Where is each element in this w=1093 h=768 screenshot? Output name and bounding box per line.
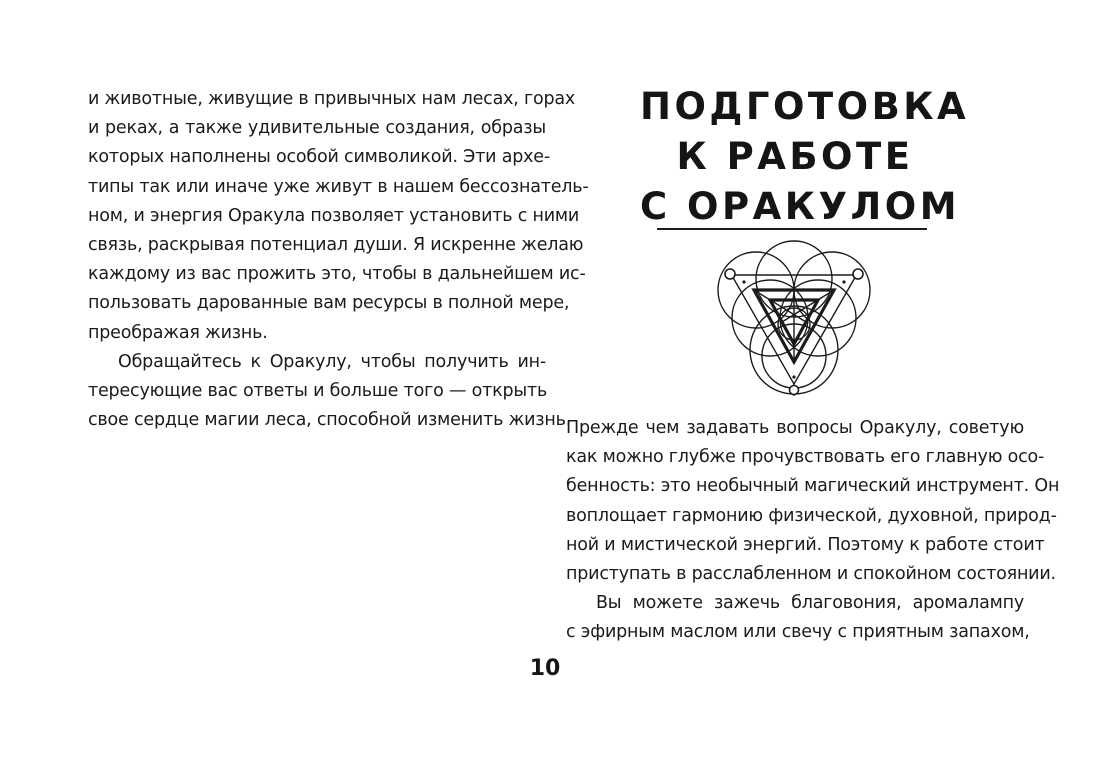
paragraph-line: типы так или иначе уже живут в нашем бессознатель- [88,176,589,197]
sacred-geometry-emblem-icon [714,238,874,404]
paragraph-line: ной и мистической энергий. Поэтому к работе стоит [566,534,1045,555]
chapter-title-line: С ОРАКУЛОМ [640,185,961,228]
paragraph-line: свое сердце магии леса, способной изменить жизнь. [88,410,572,431]
chapter-title-line: ПОДГОТОВКА [640,85,970,128]
paragraph-line: тересующие вас ответы и больше того — открыть [88,381,548,402]
chapter-title [640,82,970,232]
page-number: 10 [529,656,561,681]
paragraph-line: приступать в расслабленном и спокойном состоянии. [566,564,1056,585]
paragraph-line: с эфирным маслом или свечу с приятным запахом, [566,622,1030,643]
title-underline-divider [657,228,927,230]
paragraph-line: которых наполнены особой символикой. Эти архе- [88,147,550,168]
paragraph-line: как можно глубже прочувствовать его главную осо- [566,447,1045,468]
paragraph-line: ном, и энергия Оракула позволяет установить с ними [88,205,580,226]
paragraph-line: Обращайтесь к Оракулу, чтобы получить ин- [118,351,546,372]
paragraph-line: Прежде чем задавать вопросы Оракулу, советую [566,418,1024,438]
paragraph-line: и животные, живущие в привычных нам лесах, горах [88,89,576,109]
left-column-text [88,85,589,435]
chapter-title-line: К РАБОТЕ [676,135,914,178]
paragraph-line: связь, раскрывая потенциал души. Я искренне желаю [88,235,584,256]
paragraph-line: Вы можете зажечь благовония, аромалампу [596,593,1024,614]
paragraph-line: и реках, а также удивительные создания, образы [88,118,546,139]
paragraph-line: воплощает гармонию физической, духовной, природ- [566,505,1057,526]
paragraph-line: каждому из вас прожить это, чтобы в дальнейшем ис- [88,264,586,285]
right-column-text [566,414,1060,648]
paragraph-line: преображая жизнь. [88,322,268,343]
paragraph-line: пользовать дарованные вам ресурсы в полной мере, [88,293,570,314]
paragraph-line: бенность: это необычный магический инструмент. Он [566,476,1060,497]
